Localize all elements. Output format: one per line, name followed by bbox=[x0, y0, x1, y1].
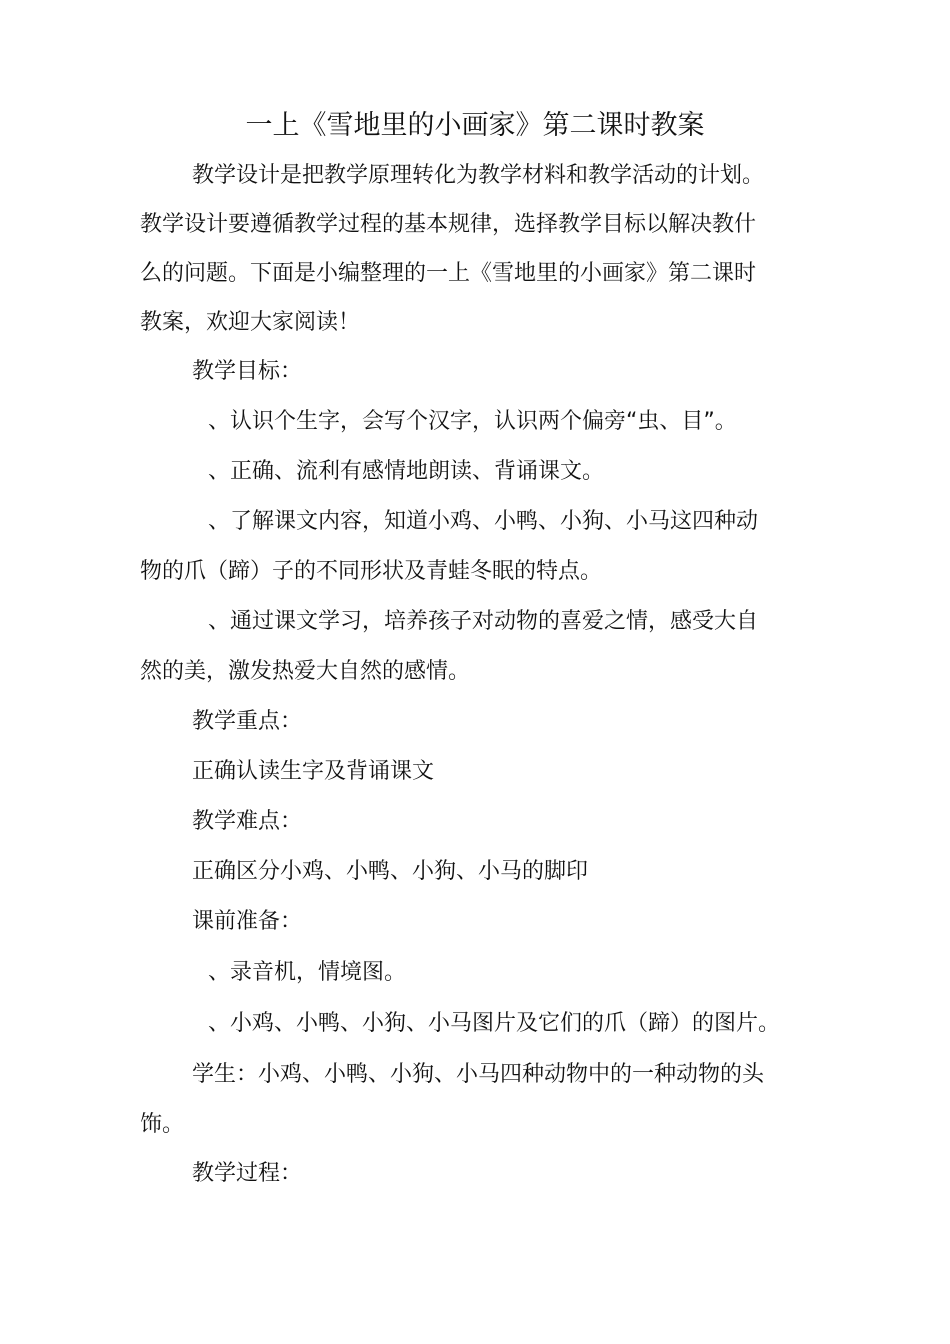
intro-line-2: 教学设计要遵循教学过程的基本规律，选择教学目标以解决教什 bbox=[140, 212, 757, 237]
intro-line-1: 教学设计是把教学原理转化为教学材料和教学活动的计划。 bbox=[192, 163, 765, 188]
process-heading: 教学过程： bbox=[192, 1161, 303, 1186]
intro-line-4: 教案，欢迎大家阅读！ bbox=[140, 310, 361, 335]
document-title: 一上《雪地里的小画家》第二课时教案 bbox=[245, 110, 705, 141]
objective-item-2: 、正确、流利有感情地朗读、背诵课文。 bbox=[208, 459, 605, 484]
preparation-student-line-1: 学生：小鸡、小鸭、小狗、小马四种动物中的一种动物的头 bbox=[192, 1062, 765, 1087]
difficulty-heading: 教学难点： bbox=[192, 809, 303, 834]
focus-heading: 教学重点： bbox=[192, 709, 303, 734]
objective-item-4-line-2: 然的美，激发热爱大自然的感情。 bbox=[140, 659, 471, 684]
preparation-heading: 课前准备： bbox=[192, 909, 303, 934]
objective-item-1: 、认识个生字，会写个汉字，认识两个偏旁“虫、目”。 bbox=[208, 409, 737, 434]
preparation-item-1: 、录音机，情境图。 bbox=[208, 960, 407, 985]
objective-item-4-line-1: 、通过课文学习，培养孩子对动物的喜爱之情，感受大自 bbox=[208, 609, 759, 634]
preparation-item-2: 、小鸡、小鸭、小狗、小马图片及它们的爪（蹄）的图片。 bbox=[208, 1011, 781, 1036]
objective-item-3-line-2: 物的爪（蹄）子的不同形状及青蛙冬眠的特点。 bbox=[140, 559, 603, 584]
preparation-student-line-2: 饰。 bbox=[140, 1112, 185, 1137]
intro-line-3: 么的问题。下面是小编整理的一上《雪地里的小画家》第二课时 bbox=[140, 261, 757, 286]
objectives-heading: 教学目标： bbox=[192, 359, 303, 384]
focus-text: 正确认读生字及背诵课文 bbox=[192, 759, 435, 784]
difficulty-text: 正确区分小鸡、小鸭、小狗、小马的脚印 bbox=[192, 859, 589, 884]
objective-item-3-line-1: 、了解课文内容，知道小鸡、小鸭、小狗、小马这四种动 bbox=[208, 509, 759, 534]
